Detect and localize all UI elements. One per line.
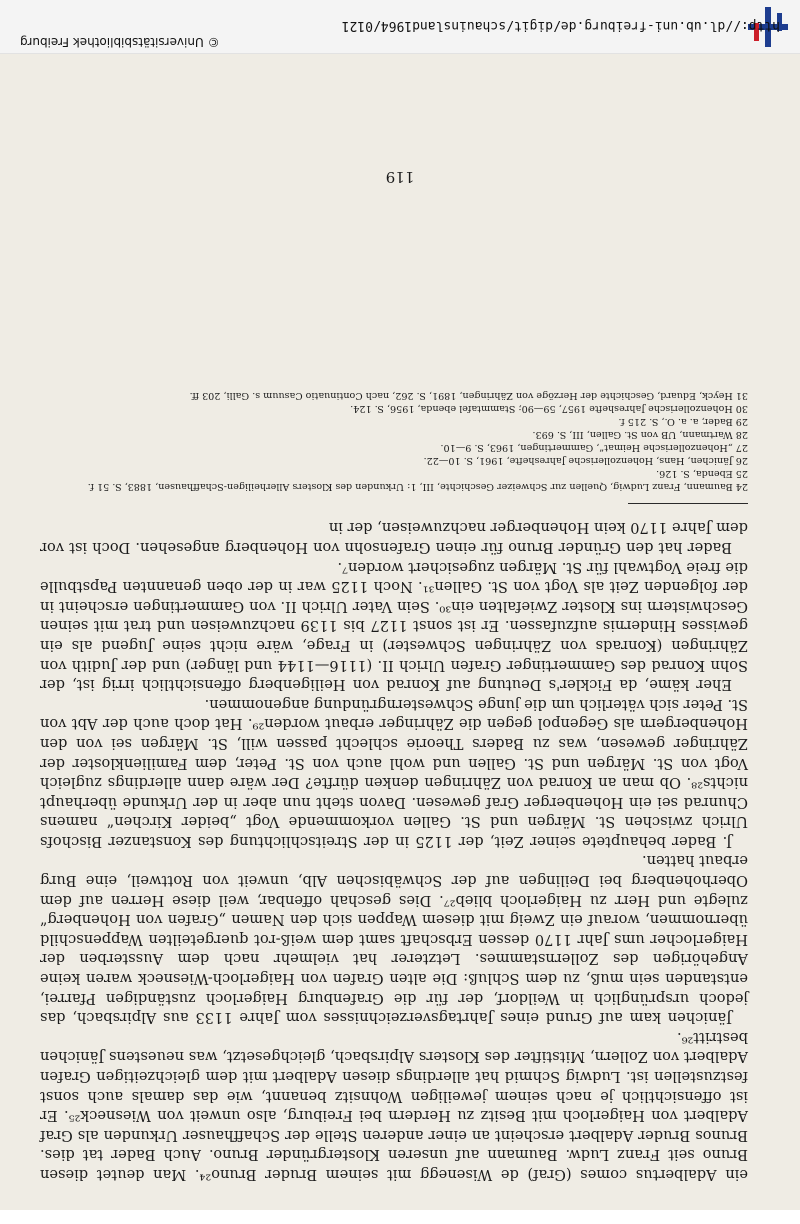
- footnotes: [40, 389, 748, 493]
- footnote-29: 29 Bader, a. a. O., S. 215 f.: [618, 415, 748, 427]
- footnote-30: 30 Hohenzollerische Jahreshefte 1957, 59—90; Stammtafel ebenda, 1956, S. 124.: [350, 402, 748, 414]
- footnote-27: 27 „Hohenzollerische Heimat“, Gammertingen, 1963, S. 9—10.: [440, 441, 748, 453]
- footnote-26: 26 Jänichen, Hans, Hohenzollerische Jahreshefte, 1961, S. 10—22.: [423, 454, 748, 466]
- paragraph-1: ein Adalbertus comes (Graf) de Wisenegg mit seinem Bruder Bruno²⁴. Man deutet diesen Bruno seit Franz Ludw. Baumann auf unseren Klostergründer Bruno. Auch Bader tat dies. Brunos Bruder Adalbert erscheint an einer anderen Stelle der Schaffhauser Urkunden als Graf Adalbert von Haigerloch mit Besitz zu Herdern bei Freiburg, also unweit von Wiesneck²⁵. Er ist offensichtlich je nach seinem jeweiligen Wohnsitz benannt, wie das damals auch sonst festzustellen ist. Ludwig Schmid hat allerdings diesen Adalbert mit dem gleichzeitigen Grafen Adalbert von Zollern, Mitstifter des Klosters Alpirsbach, gleichgesetzt, was neuestens Jänichen bestritt²⁶.: [40, 1028, 748, 1183]
- document-url-link[interactable]: http://dl.ub.uni-freiburg.de/digit/schauinsland1964/0121: [341, 18, 780, 33]
- footnote-31: 31 Heyck, Eduard, Geschichte der Herzöge von Zähringen, 1891, S. 262, nach Continuatio Casuum s. Galli, 203 ff.: [189, 389, 748, 401]
- paragraph-4: Eher käme, da Fickler's Deutung auf Konrad von Heiligenberg offensichtlich irrig ist, der Sohn Konrad des Gammertinger Grafen Ulrich II. (1116—1144 und länger) und der Judith von Zähringen (Konrads von Zähringen Schwester) in Frage, wäre nicht seine Jugend als ein gewisses Hindernis aufzufassen. Er ist sonst 1127 bis 1139 nachzuweisen und trat mit seinen Geschwistern ins Kloster Zwiefalten ein³⁰. Sein Vater Ulrich II. von Gammertingen erscheint in der folgenden Zeit als Vogt von St. Gallen³¹. Noch 1125 war in der oben genannten Papstbulle die freie Vogtwahl für St. Märgen zugesichert worden⁷.: [40, 558, 748, 694]
- paragraph-2: Jänichen kam auf Grund eines Jahrtagsverzeichnisses vom Jahre 1133 aus Alpirsbach, das jedoch ursprünglich in Weildorf, der für die Grafenburg Haigerloch zuständigen Pfarrei, entstanden sein muß, zu dem Schluß: Die alten Grafen von Haigerloch-Wiesneck waren keine Angehörigen des Zollernstammes. Letzterer hat vielmehr nach dem Aussterben der Haigerlocher ums Jahr 1170 dessen Erbschaft samt dem weiß-rot quergeteilten Wappenschild übernommen, worauf ein Zweig mit diesem Wappen sich den Namen „Grafen von Hohenberg“ zulegte und Herr zu Haigerloch blieb²⁷. Dies geschah offenbar, weil diese Herren auf dem Oberhohenberg bei Deilingen auf der Schwäbischen Alb, unweit von Rottweil, eine Burg erbaut hatten.: [40, 852, 748, 1027]
- paragraph-3: J. Bader behauptete seiner Zeit, der 1125 in der Streitschlichtung des Konstanzer Bischofs Ulrich zwischen St. Märgen und St. Gallen vorkommende Vogt „beider Kirchen“ namens Chunrad sei ein Hohenberger Graf gewesen. Davon steht nun aber in der Urkunde überhaupt nichts²⁸. Ob man an Konrad von Zähringen denken dürfte? Der wäre dann allerdings zugleich Vogt von St. Märgen und St. Gallen und wohl auch von St. Peter, dem Familienkloster der Zähringer gewesen, was zu Baders Theorie schlecht passen will, St. Märgen sei von den Hohenbergern als Gegenpol gegen die Zähringer erbaut worden²⁹. Hat doch auch der Abt von St. Peter sich väterlich um die junge Schwesterngründung angenommen.: [40, 695, 748, 850]
- footnote-25: 25 Ebenda, S. 126.: [656, 467, 748, 479]
- footnote-rule: [628, 503, 748, 504]
- scan-margin-strip: [0, 1210, 800, 1224]
- library-footer: [0, 0, 800, 54]
- page-number: 119: [385, 168, 415, 186]
- footnote-28: 28 Wartmann, UB von St. Gallen, III, S. 693.: [532, 428, 748, 440]
- footnote-24: 24 Baumann, Franz Ludwig, Quellen zur Schweizer Geschichte, III, 1: Urkunden des Klosters Allerheiligen-Schaffhausen, 1883, S. 51 f.: [87, 480, 748, 492]
- page-text-block: [40, 389, 748, 1184]
- copyright-notice: © Universitätsbibliothek Freiburg: [20, 35, 220, 49]
- paragraph-5: Bader hat den Gründer Bruno für einen Grafensohn von Hohenberg angesehen. Doch ist vor dem Jahre 1170 kein Hohenberger nachzuweisen, der in: [40, 519, 748, 556]
- body-text: [40, 518, 748, 1184]
